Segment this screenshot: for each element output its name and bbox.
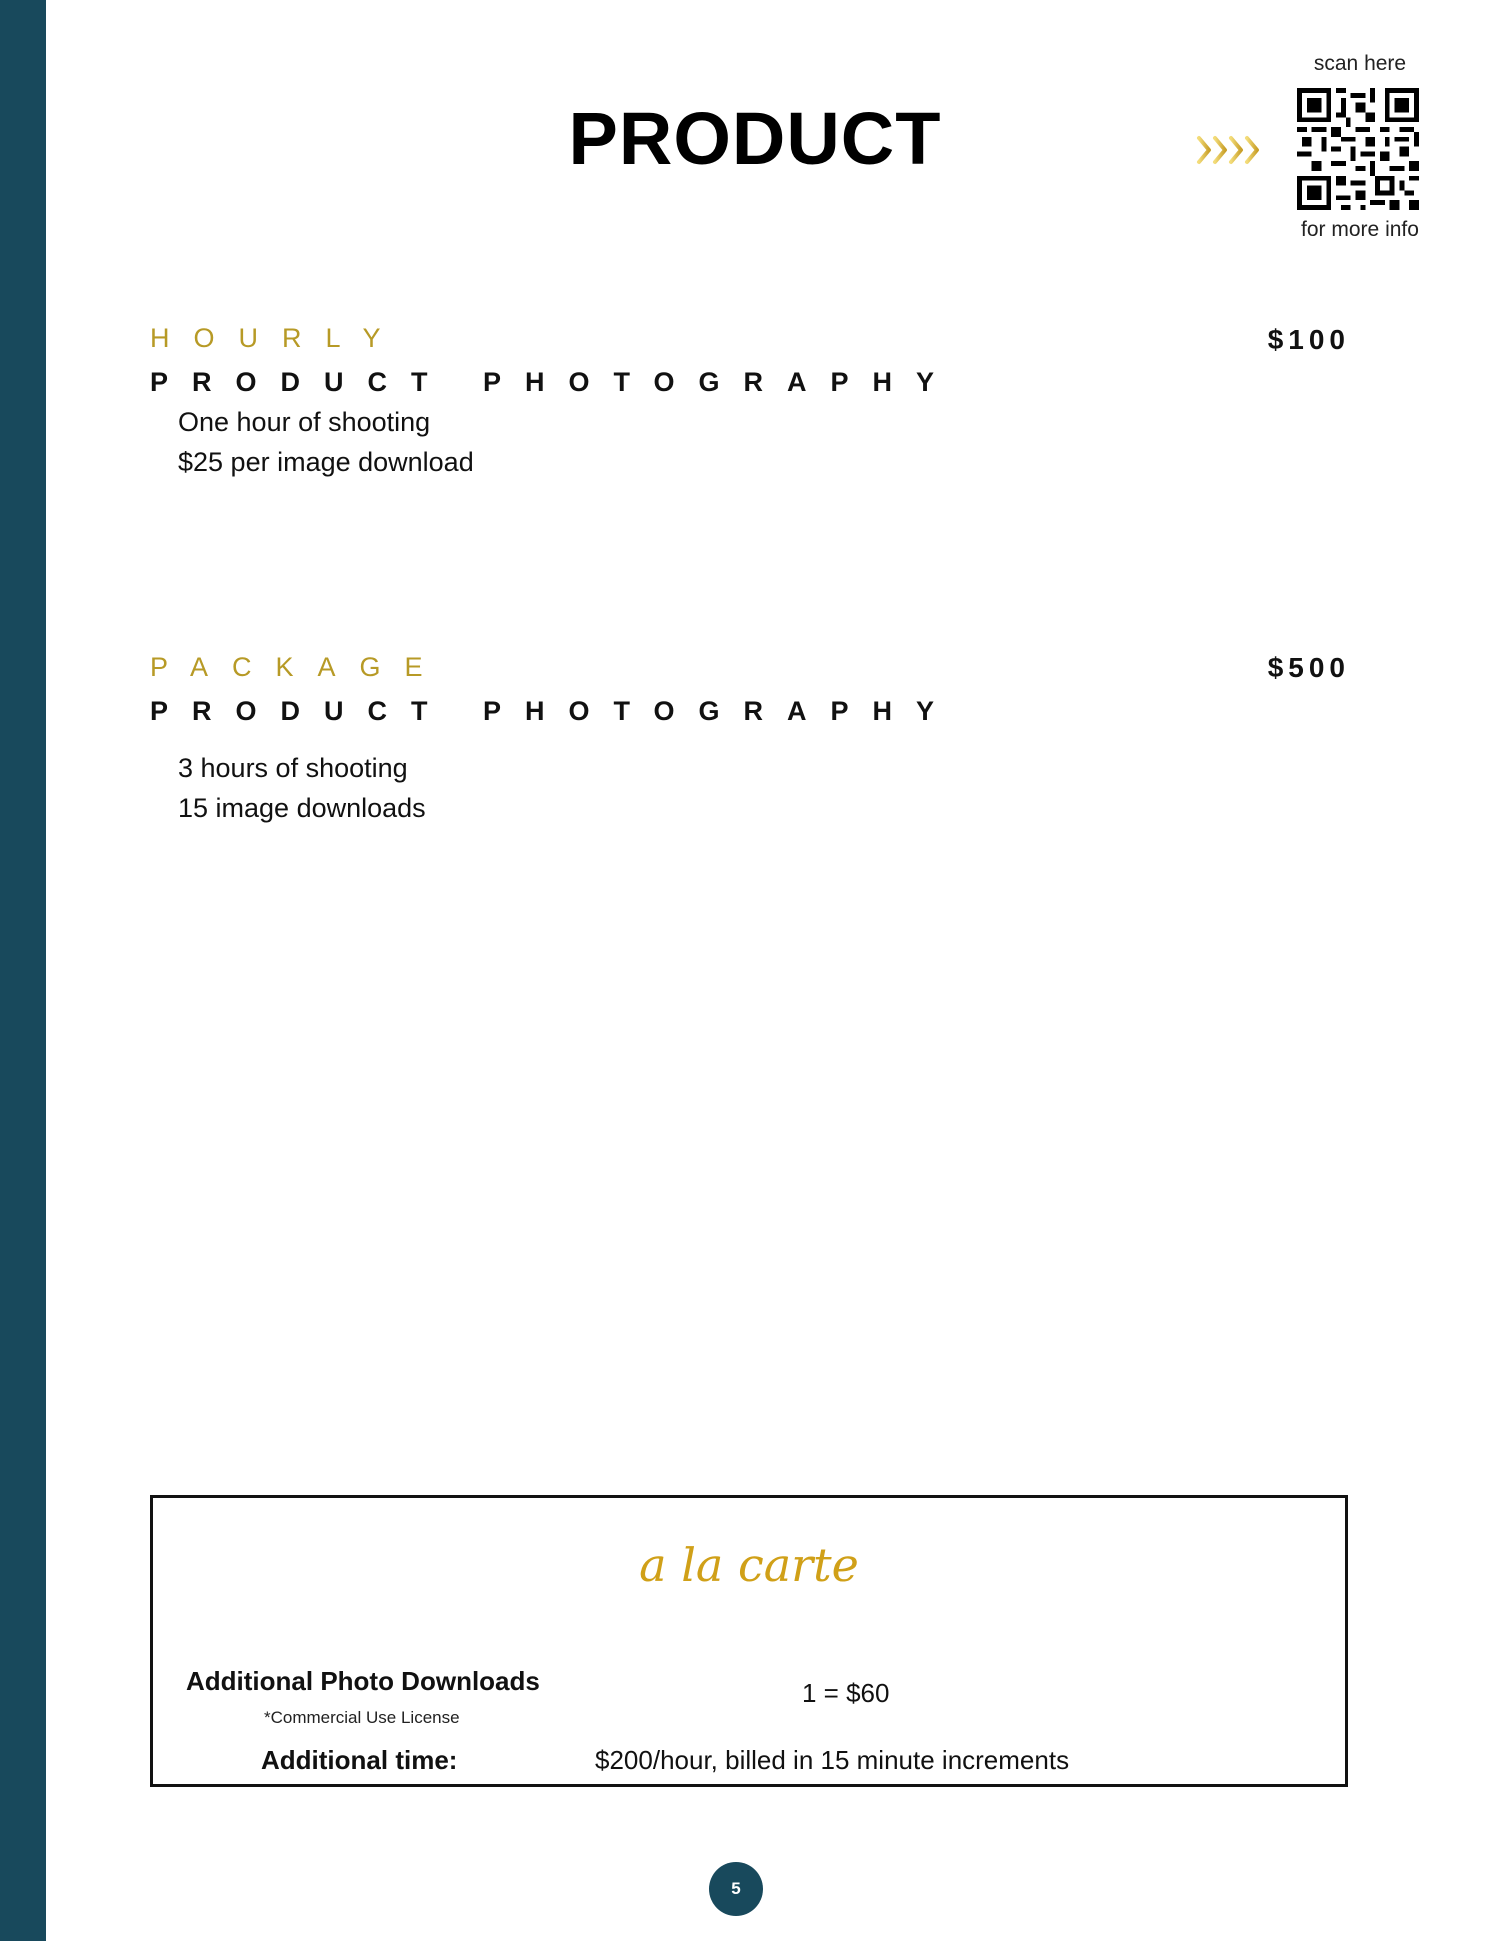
qr-caption-top: scan here <box>1313 52 1407 75</box>
offering-subtitle-hourly: PRODUCT PHOTOGRAPHY <box>150 367 959 397</box>
offering-category-package: PACKAGE <box>150 652 447 682</box>
qr-code-icon[interactable] <box>1297 88 1419 210</box>
page-title: PRODUCT <box>568 97 942 180</box>
additional-time-value: $200/hour, billed in 15 minute increments <box>595 1745 1070 1775</box>
offering-price-package: $500 <box>1267 652 1350 683</box>
offering-detail: $25 per image download <box>178 447 474 477</box>
additional-downloads-value: 1 = $60 <box>802 1678 890 1708</box>
offering-detail: 15 image downloads <box>178 793 426 823</box>
offering-category-hourly: HOURLY <box>150 323 405 353</box>
qr-caption-bottom: for more info <box>1301 218 1419 241</box>
additional-downloads-label: Additional Photo Downloads <box>186 1666 540 1696</box>
offering-price-hourly: $100 <box>1267 324 1350 355</box>
a-la-carte-box <box>150 1495 1348 1787</box>
offering-detail: One hour of shooting <box>178 407 431 437</box>
a-la-carte-title: a la carte <box>639 1538 859 1592</box>
commercial-license-note: *Commercial Use License <box>264 1708 460 1727</box>
chevron-arrows-icon <box>1195 130 1275 170</box>
additional-time-label: Additional time: <box>261 1745 458 1775</box>
sidebar-accent-bar <box>0 0 46 1941</box>
page-number-badge: 5 <box>709 1862 763 1916</box>
offering-subtitle-package: PRODUCT PHOTOGRAPHY <box>150 696 959 726</box>
offering-detail: 3 hours of shooting <box>178 753 408 783</box>
